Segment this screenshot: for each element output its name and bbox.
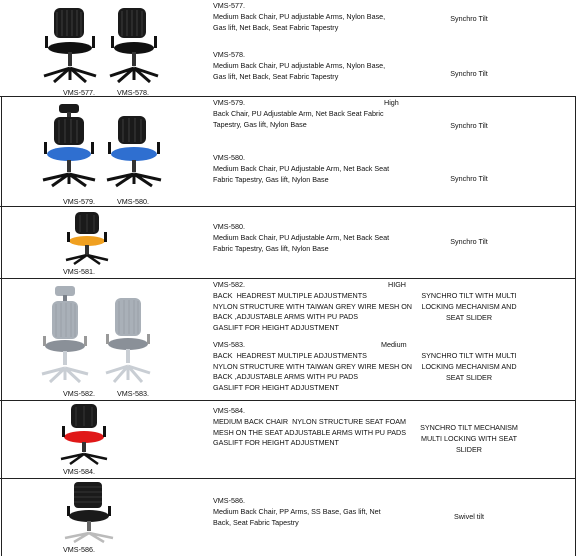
chair-image-vms-580 [104, 116, 164, 190]
product-code-label: VMS-581. [63, 267, 95, 276]
mechanism-label: SYNCHRO TILT WITH MULTI LOCKING MECHANISM AND SEAT SLIDER [421, 291, 517, 322]
chair-image-vms-578 [106, 6, 162, 86]
product-description: VMS-583. BACK HEADREST MULTIPLE ADJUSTMENTS NYLON STRUCTURE WITH TAIWAN GREY WIRE MESH ON BACK ,ADJUSTABLE ARMS WITH PU PADS GASLIFT FOR HEIGHT ADJUSTMENT [213, 340, 412, 393]
row-divider [0, 206, 575, 207]
product-description: VMS-579. Back Chair, PU Adjustable Arm, Net Back Seat Fabric Tapestry, Gas lift, Nylon Base [213, 98, 384, 129]
mechanism-label: Synchro Tilt [450, 14, 488, 23]
mechanism-label: Swivel tilt [454, 512, 484, 521]
chair-image-vms-583 [104, 298, 152, 386]
mechanism-label: SYNCHRO TILT WITH MULTI LOCKING MECHANISM AND SEAT SLIDER [421, 351, 517, 382]
product-description: VMS-578. Medium Back Chair, PU adjustable Arms, Nylon Base, Gas lift, Net Back, Seat Fabric Tapestry [213, 50, 386, 81]
table-left-border [1, 96, 2, 556]
desc-word: Medium [381, 340, 407, 349]
chair-image-vms-579 [40, 104, 98, 190]
chair-image-vms-586 [62, 482, 116, 544]
chair-image-vms-584 [58, 404, 110, 466]
product-code-label: VMS-579. [63, 197, 95, 206]
product-description: VMS-582. BACK HEADREST MULTIPLE ADJUSTMENTS NYLON STRUCTURE WITH TAIWAN GREY WIRE MESH ON BACK ,ADJUSTABLE ARMS WITH PU PADS GASLIFT FOR HEIGHT ADJUSTMENT [213, 280, 412, 333]
mechanism-label: Synchro Tilt [450, 69, 488, 78]
mechanism-label: Synchro Tilt [450, 121, 488, 130]
table-right-border [575, 96, 576, 556]
product-code-label: VMS-586. [63, 545, 95, 554]
product-code-label: VMS-584. [63, 467, 95, 476]
mechanism-label: SYNCHRO TILT MECHANISM MULTI LOCKING WITH SEAT SLIDER [420, 423, 518, 454]
row-divider [0, 278, 575, 279]
mechanism-label: Synchro Tilt [450, 174, 488, 183]
product-description: VMS-586. Medium Back Chair, PP Arms, SS Base, Gas lift, Net Back, Seat Fabric Tapestry [213, 496, 381, 527]
desc-word: High [384, 98, 399, 107]
chair-image-vms-577 [40, 6, 100, 86]
mechanism-label: Synchro Tilt [450, 237, 488, 246]
product-code-label: VMS-578. [117, 88, 149, 97]
product-code-label: VMS-583. [117, 389, 149, 398]
desc-word: HIGH [388, 280, 406, 289]
product-code-label: VMS-580. [117, 197, 149, 206]
product-code-label: VMS-577. [63, 88, 95, 97]
chair-image-vms-582 [40, 286, 90, 386]
product-description: VMS-580. Medium Back Chair, PU Adjustable Arm, Net Back Seat Fabric Tapestry, Gas lift, Nylon Base [213, 222, 390, 253]
product-description: VMS-580. Medium Back Chair, PU Adjustable Arm, Net Back Seat Fabric Tapestry, Gas lift, Nylon Base [213, 153, 390, 184]
chair-image-vms-581 [62, 212, 112, 266]
row-divider [0, 400, 575, 401]
row-divider [0, 478, 575, 479]
product-description: VMS-577. Medium Back Chair, PU adjustable Arms, Nylon Base, Gas lift, Net Back, Seat Fabric Tapestry [213, 1, 386, 32]
product-code-label: VMS-582. [63, 389, 95, 398]
product-description: VMS-584. MEDIUM BACK CHAIR NYLON STRUCTURE SEAT FOAM MESH ON THE SEAT ADJUSTABLE ARMS WITH PU PADS GASLIFT FOR HEIGHT ADJUSTMENT [213, 406, 407, 448]
